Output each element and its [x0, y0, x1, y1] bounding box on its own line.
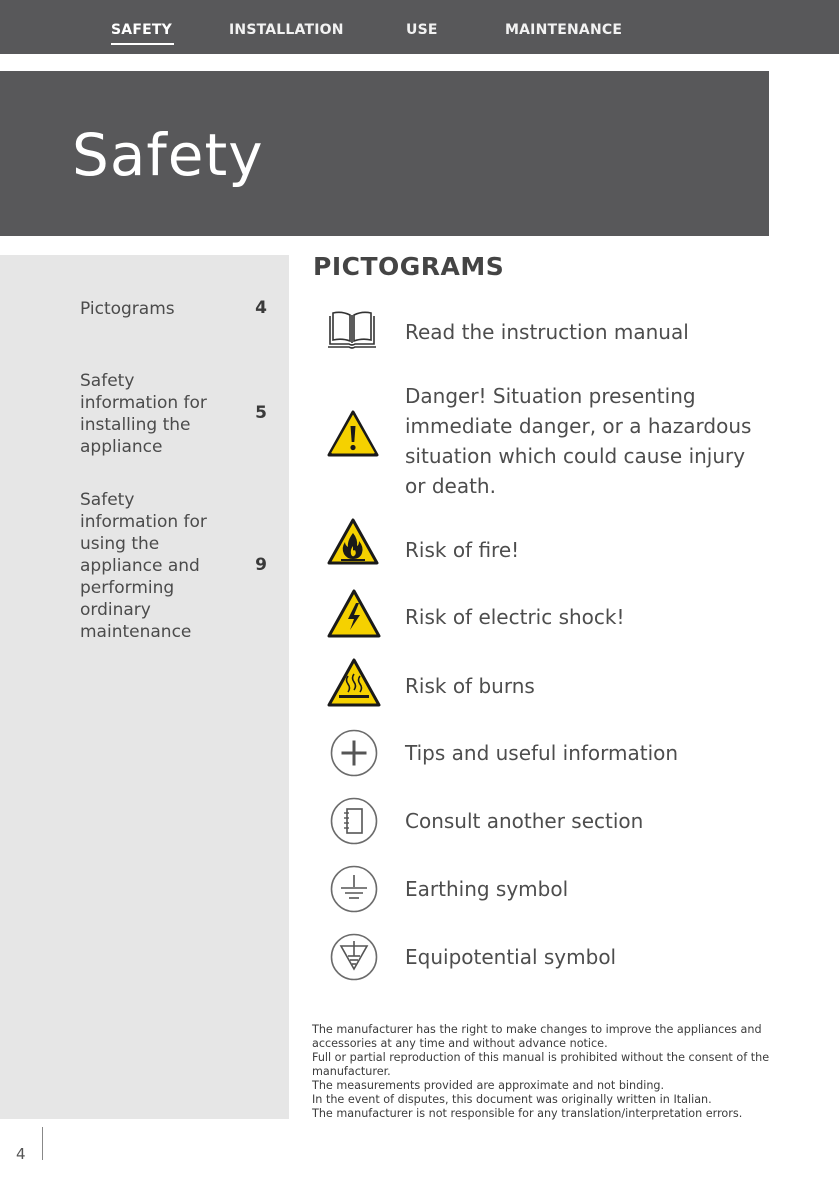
nav-tab-maintenance[interactable]: MAINTENANCE — [505, 22, 623, 38]
pictogram-description: Equipotential symbol — [405, 945, 617, 969]
toc-item-page: 4 — [255, 298, 267, 318]
pictogram-description: Risk of fire! — [405, 538, 520, 562]
plus-circle-icon — [329, 728, 379, 778]
toc-item-installation-safety[interactable] — [80, 370, 270, 458]
notebook-circle-icon — [329, 796, 379, 846]
pictogram-description: Consult another section — [405, 809, 644, 833]
toc-item-page: 9 — [255, 555, 267, 575]
disclaimer-line: The manufacturer is not responsible for any translation/interpretation errors. — [312, 1107, 743, 1120]
pictogram-description: Read the instruction manual — [405, 320, 689, 344]
nav-tab-use[interactable]: USE — [406, 22, 438, 38]
disclaimer-line: The measurements provided are approximate and not binding. — [312, 1079, 665, 1092]
disclaimer-line: In the event of disputes, this document was originally written in Italian. — [312, 1093, 712, 1106]
equipotential-icon — [329, 932, 379, 982]
toc-item-label: Safety information for installing the appliance — [80, 371, 207, 457]
pictogram-description: Tips and useful information — [405, 741, 679, 765]
pictogram-description: Risk of burns — [405, 674, 535, 698]
electric-shock-warning-icon — [326, 588, 382, 640]
toc-item-pictograms[interactable] — [80, 298, 270, 320]
manual-book-icon — [326, 310, 378, 352]
pictogram-description: Danger! Situation presenting immediate danger, or a hazardous situation which could cause injury or death. — [405, 384, 752, 498]
page-number: 4 — [16, 1145, 26, 1163]
toc-item-page: 5 — [255, 403, 267, 423]
burn-warning-icon — [326, 657, 382, 709]
top-navigation — [0, 0, 839, 54]
legal-disclaimer — [312, 1023, 792, 1121]
chapter-title: Safety — [72, 121, 264, 189]
nav-tab-installation[interactable]: INSTALLATION — [229, 22, 344, 38]
active-tab-underline — [111, 43, 174, 45]
table-of-contents — [0, 255, 289, 1119]
danger-warning-icon — [326, 409, 380, 459]
toc-item-label: Pictograms — [80, 299, 175, 319]
page-number-divider — [42, 1127, 43, 1160]
disclaimer-line: The manufacturer has the right to make changes to improve the appliances and accessories at any time and without advance notice. — [312, 1023, 762, 1050]
disclaimer-line: Full or partial reproduction of this manual is prohibited without the consent of the manufacturer. — [312, 1051, 770, 1078]
section-heading: PICTOGRAMS — [313, 252, 505, 281]
toc-item-label: Safety information for using the appliance and performing ordinary maintenance — [80, 490, 207, 642]
fire-warning-icon — [326, 517, 380, 567]
pictogram-description: Earthing symbol — [405, 877, 569, 901]
nav-tab-safety[interactable]: SAFETY — [111, 22, 172, 38]
toc-item-use-maintenance-safety[interactable] — [80, 489, 270, 643]
earth-ground-icon — [329, 864, 379, 914]
pictogram-description: Risk of electric shock! — [405, 605, 625, 629]
